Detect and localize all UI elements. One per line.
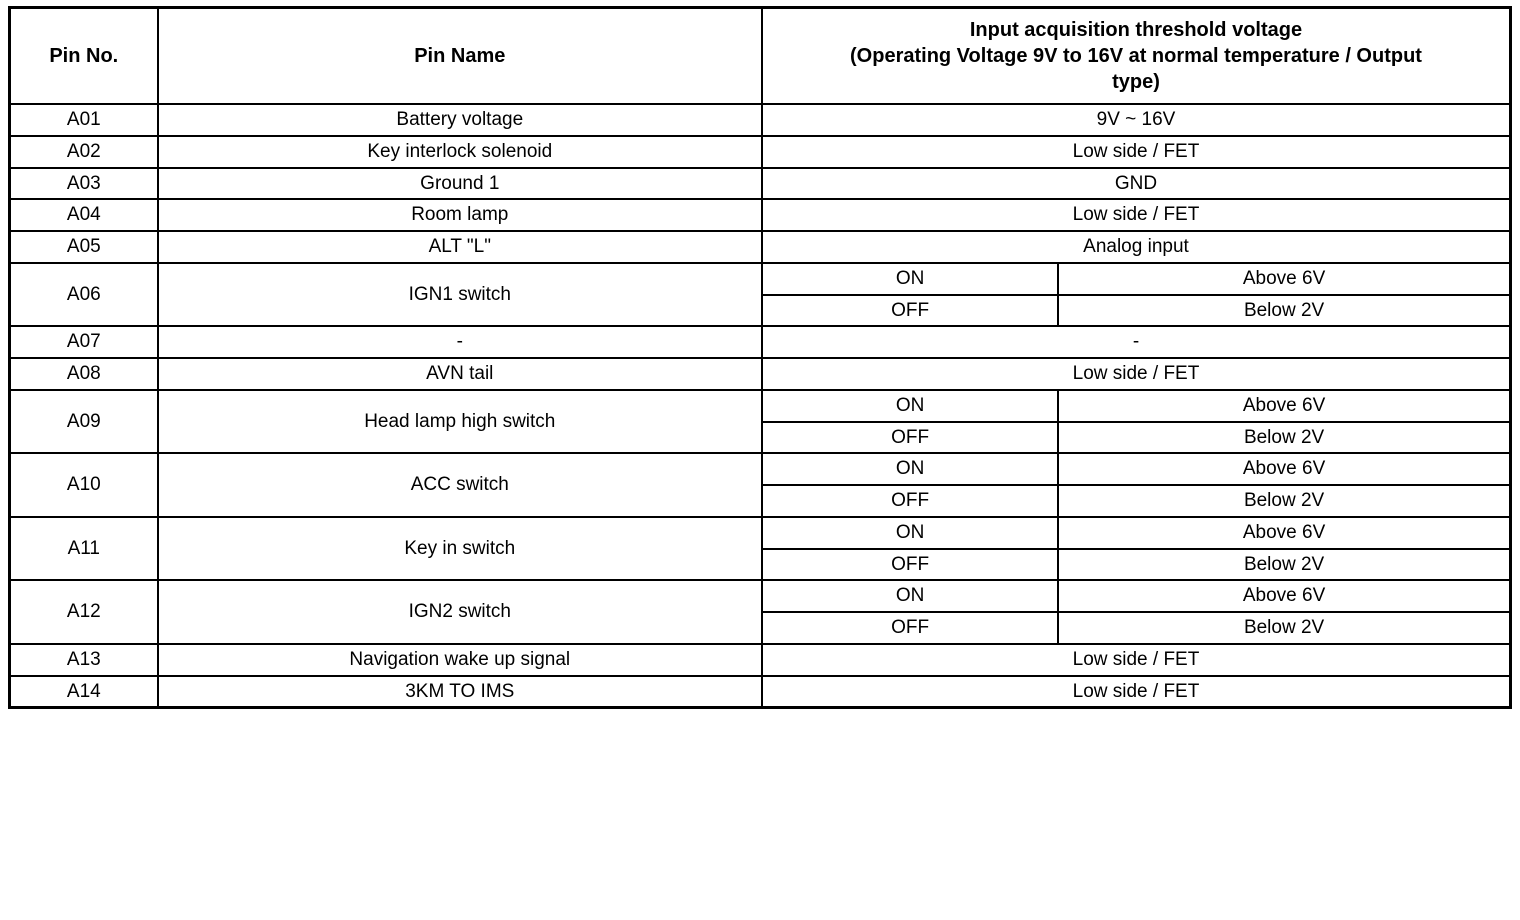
column-header-threshold	[762, 8, 1511, 105]
table-row	[10, 676, 1511, 708]
cell-threshold-value: Below 2V	[1058, 549, 1510, 581]
cell-pin-name: AVN tail	[158, 358, 762, 390]
cell-pin-name: Key interlock solenoid	[158, 136, 762, 168]
cell-pin-no: A13	[10, 644, 158, 676]
cell-threshold-value: Below 2V	[1058, 295, 1510, 327]
column-header-pin-name: Pin Name	[158, 8, 762, 105]
cell-threshold-value: -	[762, 326, 1511, 358]
cell-pin-name: ACC switch	[158, 453, 762, 517]
cell-threshold-value: Below 2V	[1058, 422, 1510, 454]
cell-threshold-value: Low side / FET	[762, 199, 1511, 231]
cell-pin-name: 3KM TO IMS	[158, 676, 762, 708]
cell-pin-name: -	[158, 326, 762, 358]
cell-pin-name: Battery voltage	[158, 104, 762, 136]
table-row	[10, 580, 1511, 612]
cell-threshold-value: Low side / FET	[762, 644, 1511, 676]
cell-pin-no: A03	[10, 168, 158, 200]
cell-pin-name: Room lamp	[158, 199, 762, 231]
cell-switch-state: ON	[762, 390, 1058, 422]
cell-pin-no: A14	[10, 676, 158, 708]
cell-switch-state: OFF	[762, 422, 1058, 454]
cell-threshold-value: GND	[762, 168, 1511, 200]
table-row	[10, 358, 1511, 390]
cell-pin-name: ALT "L"	[158, 231, 762, 263]
cell-switch-state: OFF	[762, 549, 1058, 581]
table-header	[10, 8, 1511, 105]
pin-assignment-table	[8, 6, 1512, 709]
table-row	[10, 231, 1511, 263]
cell-pin-name: Ground 1	[158, 168, 762, 200]
cell-pin-name: IGN1 switch	[158, 263, 762, 327]
cell-threshold-value: Above 6V	[1058, 453, 1510, 485]
cell-switch-state: OFF	[762, 485, 1058, 517]
table-row	[10, 136, 1511, 168]
cell-pin-no: A01	[10, 104, 158, 136]
table-row	[10, 390, 1511, 422]
cell-pin-no: A04	[10, 199, 158, 231]
table-row	[10, 644, 1511, 676]
cell-threshold-value: Above 6V	[1058, 390, 1510, 422]
cell-switch-state: ON	[762, 517, 1058, 549]
cell-threshold-value: 9V ~ 16V	[762, 104, 1511, 136]
cell-pin-no: A09	[10, 390, 158, 454]
cell-threshold-value: Low side / FET	[762, 358, 1511, 390]
cell-threshold-value: Analog input	[762, 231, 1511, 263]
cell-threshold-value: Low side / FET	[762, 676, 1511, 708]
cell-pin-name: IGN2 switch	[158, 580, 762, 644]
cell-pin-name: Key in switch	[158, 517, 762, 581]
cell-threshold-value: Below 2V	[1058, 612, 1510, 644]
cell-switch-state: ON	[762, 263, 1058, 295]
cell-switch-state: OFF	[762, 612, 1058, 644]
cell-threshold-value: Above 6V	[1058, 517, 1510, 549]
cell-threshold-value: Above 6V	[1058, 580, 1510, 612]
cell-pin-no: A07	[10, 326, 158, 358]
cell-pin-no: A11	[10, 517, 158, 581]
threshold-header-line-3: type)	[1112, 71, 1160, 93]
table-row	[10, 517, 1511, 549]
table-row	[10, 199, 1511, 231]
table-row	[10, 104, 1511, 136]
cell-threshold-value: Above 6V	[1058, 263, 1510, 295]
header-row	[10, 8, 1511, 105]
table-row	[10, 453, 1511, 485]
cell-pin-no: A06	[10, 263, 158, 327]
cell-switch-state: ON	[762, 453, 1058, 485]
column-header-pin-no: Pin No.	[10, 8, 158, 105]
table-row	[10, 168, 1511, 200]
cell-switch-state: ON	[762, 580, 1058, 612]
cell-pin-name: Head lamp high switch	[158, 390, 762, 454]
cell-pin-no: A10	[10, 453, 158, 517]
threshold-header-line-1: Input acquisition threshold voltage	[969, 19, 1303, 41]
cell-pin-no: A08	[10, 358, 158, 390]
threshold-header-line-2: (Operating Voltage 9V to 16V at normal temperature / Output	[850, 45, 1422, 67]
cell-pin-no: A12	[10, 580, 158, 644]
cell-threshold-value: Below 2V	[1058, 485, 1510, 517]
table-row	[10, 326, 1511, 358]
table-row	[10, 263, 1511, 295]
cell-switch-state: OFF	[762, 295, 1058, 327]
cell-threshold-value: Low side / FET	[762, 136, 1511, 168]
cell-pin-no: A05	[10, 231, 158, 263]
cell-pin-name: Navigation wake up signal	[158, 644, 762, 676]
cell-pin-no: A02	[10, 136, 158, 168]
table-body	[10, 104, 1511, 708]
